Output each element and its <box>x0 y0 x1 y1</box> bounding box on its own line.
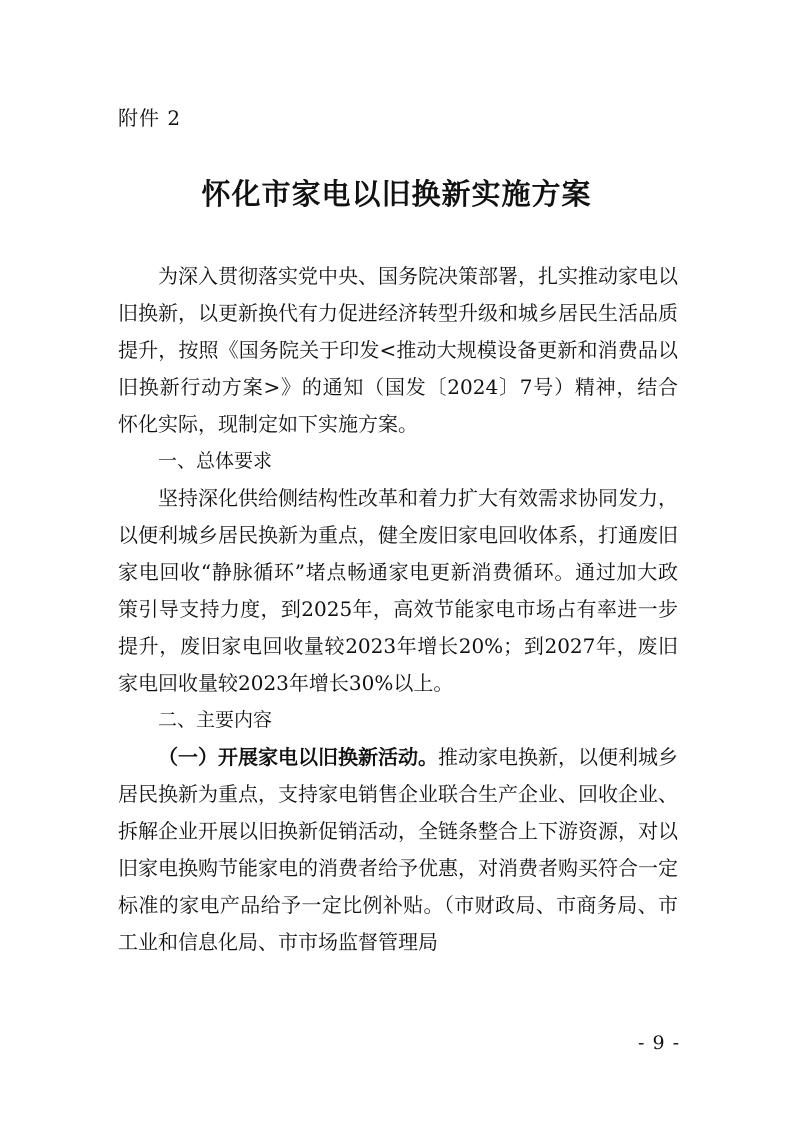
document-body <box>118 258 678 961</box>
attachment-label: 附件 2 <box>118 106 182 130</box>
document-title: 怀化市家电以旧换新实施方案 <box>201 177 592 211</box>
section-heading-general: 一、总体要求 <box>158 450 273 472</box>
main-content-item-1 <box>118 739 678 961</box>
item-1-lead: （一）开展家电以旧换新活动。 <box>158 745 438 769</box>
general-requirements-paragraph: 坚持深化供给侧结构性改革和着力扩大有效需求协同发力，以便利城乡居民换新为重点，健全废旧家电回收体系，打通废旧家电回收“静脉循环”堵点畅通家电更新消费循环。通过加大政策引导支持力度，到2025年，高效节能家电市场占有率进一步提升，废旧家电回收量较2023年增长20%；到2027年，废旧家电回收量较2023年增长30%以上。 <box>118 486 678 695</box>
page-number: - 9 - <box>638 1032 681 1054</box>
item-1-text: 推动家电换新，以便利城乡居民换新为重点，支持家电销售企业联合生产企业、回收企业、拆解企业开展以旧换新促销活动，全链条整合上下游资源，对以旧家电换购节能家电的消费者给予优惠，对消费者购买符合一定标准的家电产品给予一定比例补贴。（市财政局、市商务局、市工业和信息化局、市市场监督管理局 <box>118 745 678 954</box>
intro-paragraph: 为深入贯彻落实党中央、国务院决策部署，扎实推动家电以旧换新，以更新换代有力促进经济转型升级和城乡居民生活品质提升，按照《国务院关于印发<推动大规模设备更新和消费品以旧换新行动方案>》的通知（国发〔2024〕7号）精神，结合怀化实际，现制定如下实施方案。 <box>118 264 678 436</box>
section-heading-main-content: 二、主要内容 <box>158 709 273 731</box>
